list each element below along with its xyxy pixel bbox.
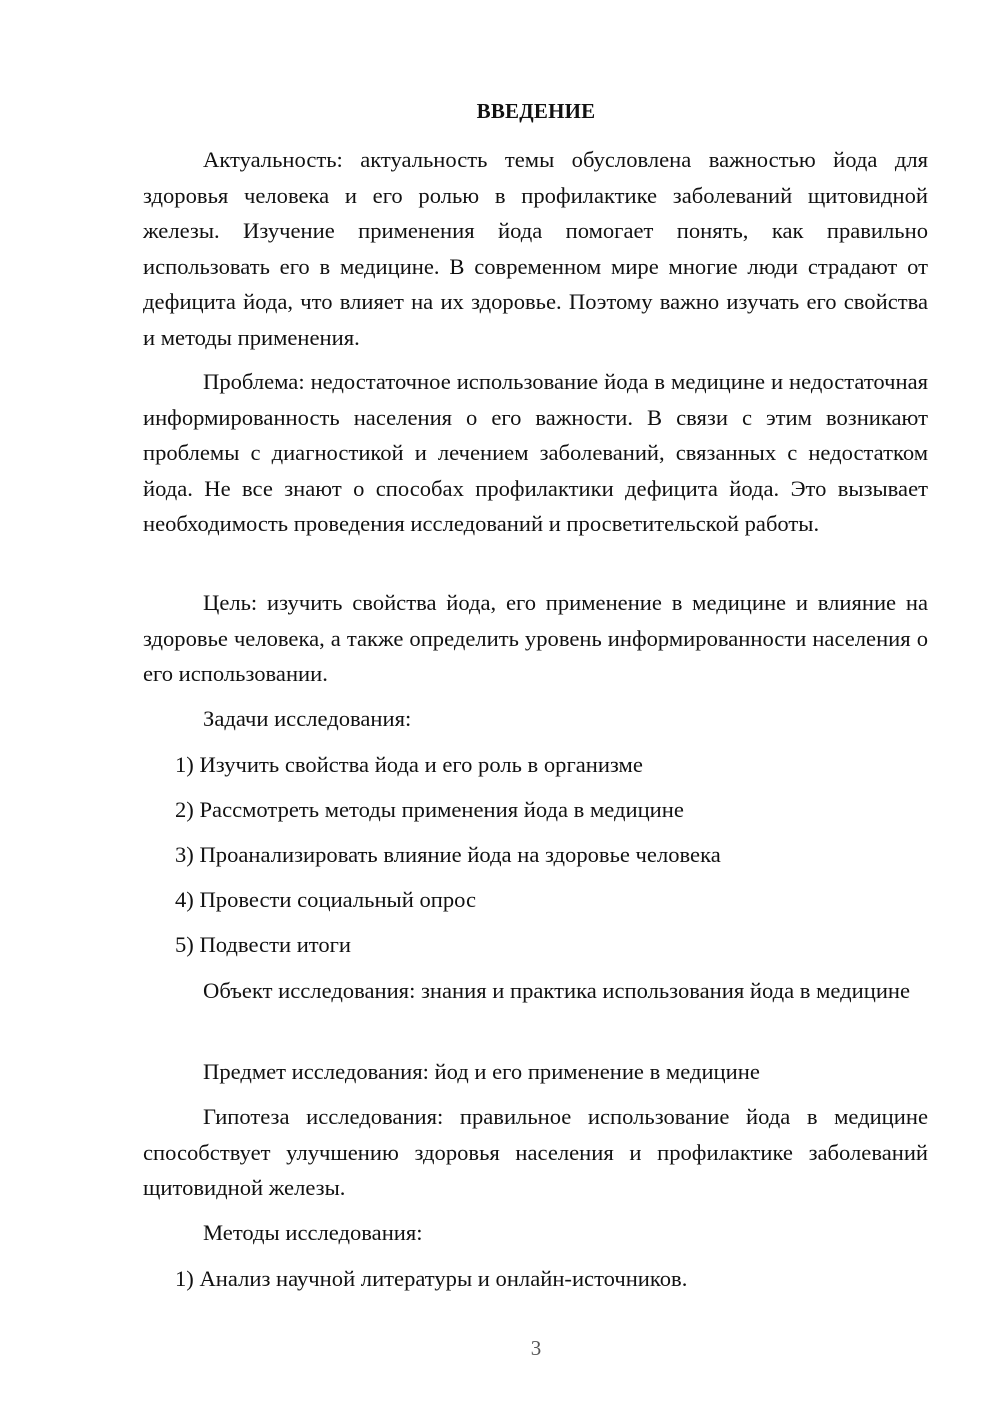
methods-heading: Методы исследования: — [203, 1220, 423, 1245]
subject-paragraph: Предмет исследования: йод и его применение в медицине — [203, 1059, 760, 1084]
method-item-1: 1) Анализ научной литературы и онлайн-источников. — [175, 1266, 688, 1291]
object-paragraph: Объект исследования: знания и практика использования йода в медицине — [203, 978, 911, 1003]
hypothesis-paragraph: Гипотеза исследования: правильное использование йода в медицине способствует улучшению здоровья населения и профилактике заболеваний щитовидной железы. — [143, 1104, 928, 1200]
task-item-2: 2) Рассмотреть методы применения йода в медицине — [175, 797, 684, 822]
page-number: 3 — [530, 1336, 542, 1360]
task-item-5: 5) Подвести итоги — [175, 932, 352, 957]
task-item-1: 1) Изучить свойства йода и его роль в организме — [175, 752, 643, 777]
tasks-heading: Задачи исследования: — [203, 706, 412, 731]
section-title: ВВЕДЕНИЕ — [476, 99, 596, 123]
goal-paragraph: Цель: изучить свойства йода, его применение в медицине и влияние на здоровье человека, а также определить уровень информированности населения о его использовании. — [143, 590, 928, 686]
task-item-4: 4) Провести социальный опрос — [175, 887, 477, 912]
task-item-3: 3) Проанализировать влияние йода на здоровье человека — [175, 842, 721, 867]
relevance-paragraph: Актуальность: актуальность темы обусловлена важностью йода для здоровья человека и его ролью в профилактике заболеваний щитовидной железы. Изучение применения йода помогает понять, как правильно использовать его в медицине. В современном мире многие люди страдают от дефицита йода, что влияет на их здоровье. Поэтому важно изучать его свойства и методы применения. — [143, 147, 928, 350]
problem-paragraph: Проблема: недостаточное использование йода в медицине и недостаточная информированность населения о его важности. В связи с этим возникают проблемы с диагностикой и лечением заболеваний, связанных с недостатком йода. Не все знают о способах профилактики дефицита йода. Это вызывает необходимость проведения исследований и просветительской работы. — [143, 369, 928, 536]
